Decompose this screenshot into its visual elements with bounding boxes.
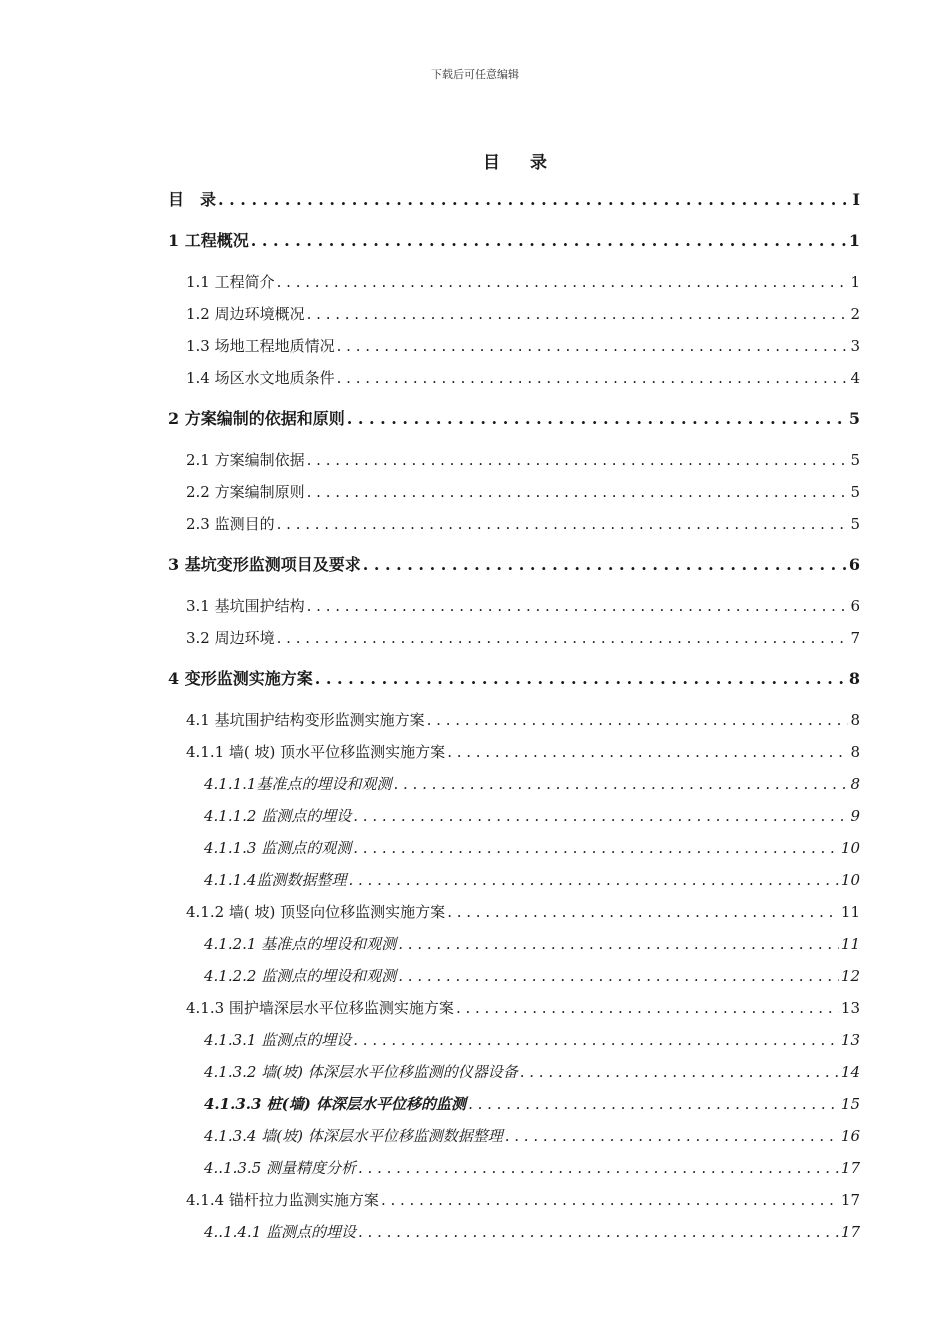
toc-entry-label: 4.1.4 锚杆拉力监测实施方案 [186, 1191, 379, 1209]
toc-entry-page: 1 [848, 231, 860, 250]
toc-entry[interactable] [168, 266, 860, 298]
toc-leader-dots [307, 590, 849, 622]
toc-title: 目 录 [483, 153, 559, 173]
toc-leader-dots [520, 1056, 839, 1088]
toc-entry-page: 6 [848, 555, 860, 574]
toc-leader-dots [337, 330, 849, 362]
toc-entry-label: 4.1 基坑围护结构变形监测实施方案 [186, 711, 425, 729]
toc-entry-label: 2.2 方案编制原则 [186, 483, 305, 501]
toc-entry-label: 2.1 方案编制依据 [186, 451, 305, 469]
toc-entry[interactable] [168, 362, 860, 394]
toc-entry-label: 4.1.1.2 监测点的埋设 [204, 807, 352, 825]
toc-entry[interactable] [168, 184, 860, 216]
toc-entry[interactable] [168, 403, 860, 435]
toc-entry-page: 12 [840, 967, 860, 985]
toc-leader-dots [251, 225, 847, 257]
toc-entry-page: 2 [850, 305, 860, 323]
toc-entry-label: 2.3 监测目的 [186, 515, 275, 533]
toc-entry[interactable] [168, 298, 860, 330]
toc-entry[interactable] [168, 928, 860, 960]
toc-leader-dots [353, 832, 839, 864]
toc-entry-label: 1.2 周边环境概况 [186, 305, 305, 323]
toc-entry[interactable] [168, 896, 860, 928]
toc-leader-dots [358, 1216, 839, 1248]
toc-entry-label: 4 变形监测实施方案 [168, 669, 313, 688]
toc-leader-dots [315, 663, 847, 695]
toc-entry-page: 13 [840, 1031, 860, 1049]
toc-entry-label: 1.1 工程简介 [186, 273, 275, 291]
toc-entry[interactable] [168, 508, 860, 540]
toc-entry-page: 6 [850, 597, 860, 615]
toc-entry-page: 5 [850, 515, 860, 533]
toc-entry[interactable] [168, 704, 860, 736]
toc-entry-page: 5 [850, 483, 860, 501]
toc-entry-page: 7 [850, 629, 860, 647]
toc-entry-label: 3.1 基坑围护结构 [186, 597, 305, 615]
toc-entry-page: 14 [840, 1063, 860, 1081]
toc-leader-dots [277, 266, 849, 298]
toc-entry-label: 4.1.2.2 监测点的埋设和观测 [204, 967, 397, 985]
toc-entry-label: 2 方案编制的依据和原则 [168, 409, 345, 428]
toc-entry[interactable] [168, 864, 860, 896]
toc-entry-label: 4..1.4.1 监测点的埋设 [204, 1223, 357, 1241]
toc-entry[interactable] [168, 549, 860, 581]
toc-entry-page: 17 [840, 1159, 860, 1177]
toc-entry[interactable] [168, 736, 860, 768]
toc-entry-page: 8 [850, 775, 860, 793]
toc-entry-page: 8 [850, 743, 860, 761]
toc-entry-page: 5 [850, 451, 860, 469]
toc-entry-page: 5 [848, 409, 860, 428]
toc-leader-dots [505, 1120, 839, 1152]
toc-entry-label: 4.1.3.3 桩(墙) 体深层水平位移的监测 [204, 1095, 467, 1113]
toc-entry-page: 3 [850, 337, 860, 355]
toc-entry-label: 4.1.3.1 监测点的埋设 [204, 1031, 352, 1049]
toc-entry[interactable] [168, 622, 860, 654]
toc-entry-page: 9 [850, 807, 860, 825]
toc-leader-dots [393, 768, 848, 800]
toc-entry-page: 11 [840, 903, 860, 921]
toc-leader-dots [456, 992, 839, 1024]
toc-leader-dots [447, 896, 839, 928]
toc-leader-dots [427, 704, 849, 736]
toc-entry-page: 17 [840, 1191, 860, 1209]
toc-leader-dots [307, 444, 849, 476]
toc-leader-dots [447, 736, 848, 768]
toc-entry-page: 17 [840, 1223, 860, 1241]
toc-entry-page: 16 [840, 1127, 860, 1145]
toc-entry-page: 1 [850, 273, 860, 291]
toc-leader-dots [277, 622, 849, 654]
toc-entry-label: 3.2 周边环境 [186, 629, 275, 647]
table-of-contents [168, 184, 860, 1248]
toc-entry-label: 4.1.1 墙( 坡) 顶水平位移监测实施方案 [186, 743, 446, 761]
toc-entry[interactable] [168, 800, 860, 832]
toc-entry-label: 目 录 [168, 190, 217, 209]
toc-leader-dots [353, 800, 848, 832]
toc-leader-dots [398, 960, 839, 992]
toc-leader-dots [468, 1088, 839, 1120]
page-header: 下载后可任意编辑 [431, 68, 519, 81]
toc-entry-label: 4.1.3.2 墙(坡) 体深层水平位移监测的仪器设备 [204, 1063, 518, 1081]
toc-entry[interactable] [168, 1056, 860, 1088]
toc-entry[interactable] [168, 1184, 860, 1216]
toc-entry-label: 4..1.3.5 测量精度分析 [204, 1159, 357, 1177]
toc-entry-label: 4.1.2 墙( 坡) 顶竖向位移监测实施方案 [186, 903, 446, 921]
toc-leader-dots [347, 403, 847, 435]
toc-leader-dots [277, 508, 849, 540]
toc-leader-dots [353, 1024, 839, 1056]
toc-entry[interactable] [168, 992, 860, 1024]
toc-entry[interactable] [168, 663, 860, 695]
toc-entry-label: 3 基坑变形监测项目及要求 [168, 555, 361, 574]
toc-entry-label: 1 工程概况 [168, 231, 249, 250]
toc-entry[interactable] [168, 960, 860, 992]
toc-leader-dots [398, 928, 839, 960]
toc-entry-label: 4.1.1.1基准点的埋设和观测 [204, 775, 392, 793]
toc-leader-dots [307, 476, 849, 508]
toc-entry[interactable] [168, 1088, 860, 1120]
toc-leader-dots [358, 1152, 839, 1184]
toc-entry[interactable] [168, 1024, 860, 1056]
toc-entry-page: 10 [840, 839, 860, 857]
toc-entry-page: 8 [850, 711, 860, 729]
toc-entry-label: 4.1.3.4 墙(坡) 体深层水平位移监测数据整理 [204, 1127, 503, 1145]
toc-leader-dots [337, 362, 849, 394]
toc-leader-dots [363, 549, 847, 581]
toc-entry-label: 4.1.3 围护墙深层水平位移监测实施方案 [186, 999, 454, 1017]
toc-entry[interactable] [168, 444, 860, 476]
toc-entry-page: 4 [850, 369, 860, 387]
toc-entry-label: 4.1.1.4监测数据整理 [204, 871, 347, 889]
toc-entry-label: 1.4 场区水文地质条件 [186, 369, 335, 387]
toc-entry[interactable] [168, 225, 860, 257]
toc-entry-page: 11 [840, 935, 860, 953]
toc-leader-dots [218, 184, 851, 216]
toc-entry-page: 10 [840, 871, 860, 889]
toc-entry-page: 15 [840, 1095, 860, 1113]
toc-entry[interactable] [168, 832, 860, 864]
toc-entry-page: 8 [848, 669, 860, 688]
toc-entry[interactable] [168, 330, 860, 362]
toc-entry[interactable] [168, 1120, 860, 1152]
toc-entry[interactable] [168, 768, 860, 800]
toc-entry-page: I [852, 190, 860, 209]
toc-entry-label: 4.1.2.1 基准点的埋设和观测 [204, 935, 397, 953]
toc-entry-label: 4.1.1.3 监测点的观测 [204, 839, 352, 857]
toc-entry[interactable] [168, 476, 860, 508]
toc-entry-label: 1.3 场地工程地质情况 [186, 337, 335, 355]
toc-leader-dots [348, 864, 838, 896]
toc-entry-page: 13 [840, 999, 860, 1017]
toc-entry[interactable] [168, 1152, 860, 1184]
toc-leader-dots [307, 298, 849, 330]
toc-leader-dots [381, 1184, 839, 1216]
toc-entry[interactable] [168, 590, 860, 622]
toc-entry[interactable] [168, 1216, 860, 1248]
